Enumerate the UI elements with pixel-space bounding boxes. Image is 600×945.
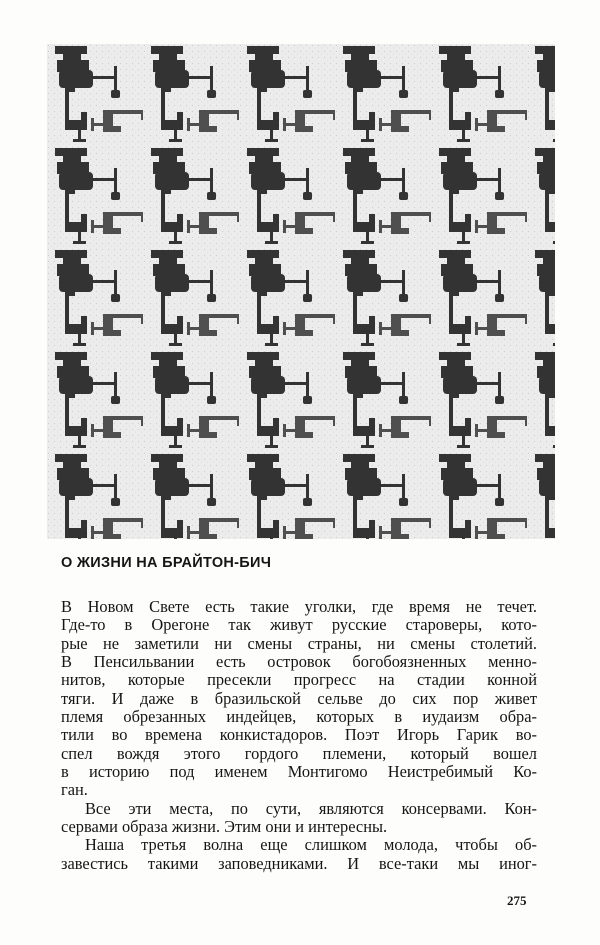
- grinder-motif-repeat: [47, 44, 555, 539]
- text-line: спел вождя этого гордого племени, который вошел: [61, 743, 537, 763]
- text-line: в историю под именем Монтигомо Неистребимый Ко-: [61, 762, 537, 782]
- text-line: сервами образа жизни. Этим они и интересны.: [61, 817, 388, 837]
- text-line: В Новом Свете есть такие уголки, где время не течет.: [61, 597, 537, 616]
- illustration-meat-grinder-pattern: [47, 44, 555, 539]
- section-heading: О ЖИЗНИ НА БРАЙТОН-БИЧ: [61, 555, 272, 571]
- text-line: Все эти места, по сути, являются консервами. Кон-: [85, 798, 537, 818]
- text-line: Где-то в Орегоне так живут русские староверы, кото-: [61, 615, 537, 635]
- page-number: 275: [507, 893, 527, 908]
- text-line: рые не заметили ни смены страны, ни смены столетий.: [61, 633, 537, 653]
- text-line: Наша третья волна еще слишком молода, чтобы об-: [85, 835, 537, 855]
- text-line: ган.: [61, 780, 88, 800]
- text-line: В Пенсильвании есть островок богобоязненных менно-: [61, 652, 537, 672]
- text-line: племя обрезанных индейцев, которых в иудаизм обра-: [61, 707, 537, 727]
- text-line: тяги. И даже в бразильской сельве до сих пор живет: [61, 688, 537, 708]
- text-line: завестись такими заповедниками. И все-таки мы иног-: [61, 853, 537, 873]
- text-line: тили во времена конкистадоров. Поэт Игорь Гарик во-: [61, 725, 537, 745]
- meat-grinder-pattern: [47, 44, 555, 539]
- body-text: [61, 598, 537, 873]
- text-line: нитов, которые пресекли прогресс на стадии конной: [61, 670, 537, 690]
